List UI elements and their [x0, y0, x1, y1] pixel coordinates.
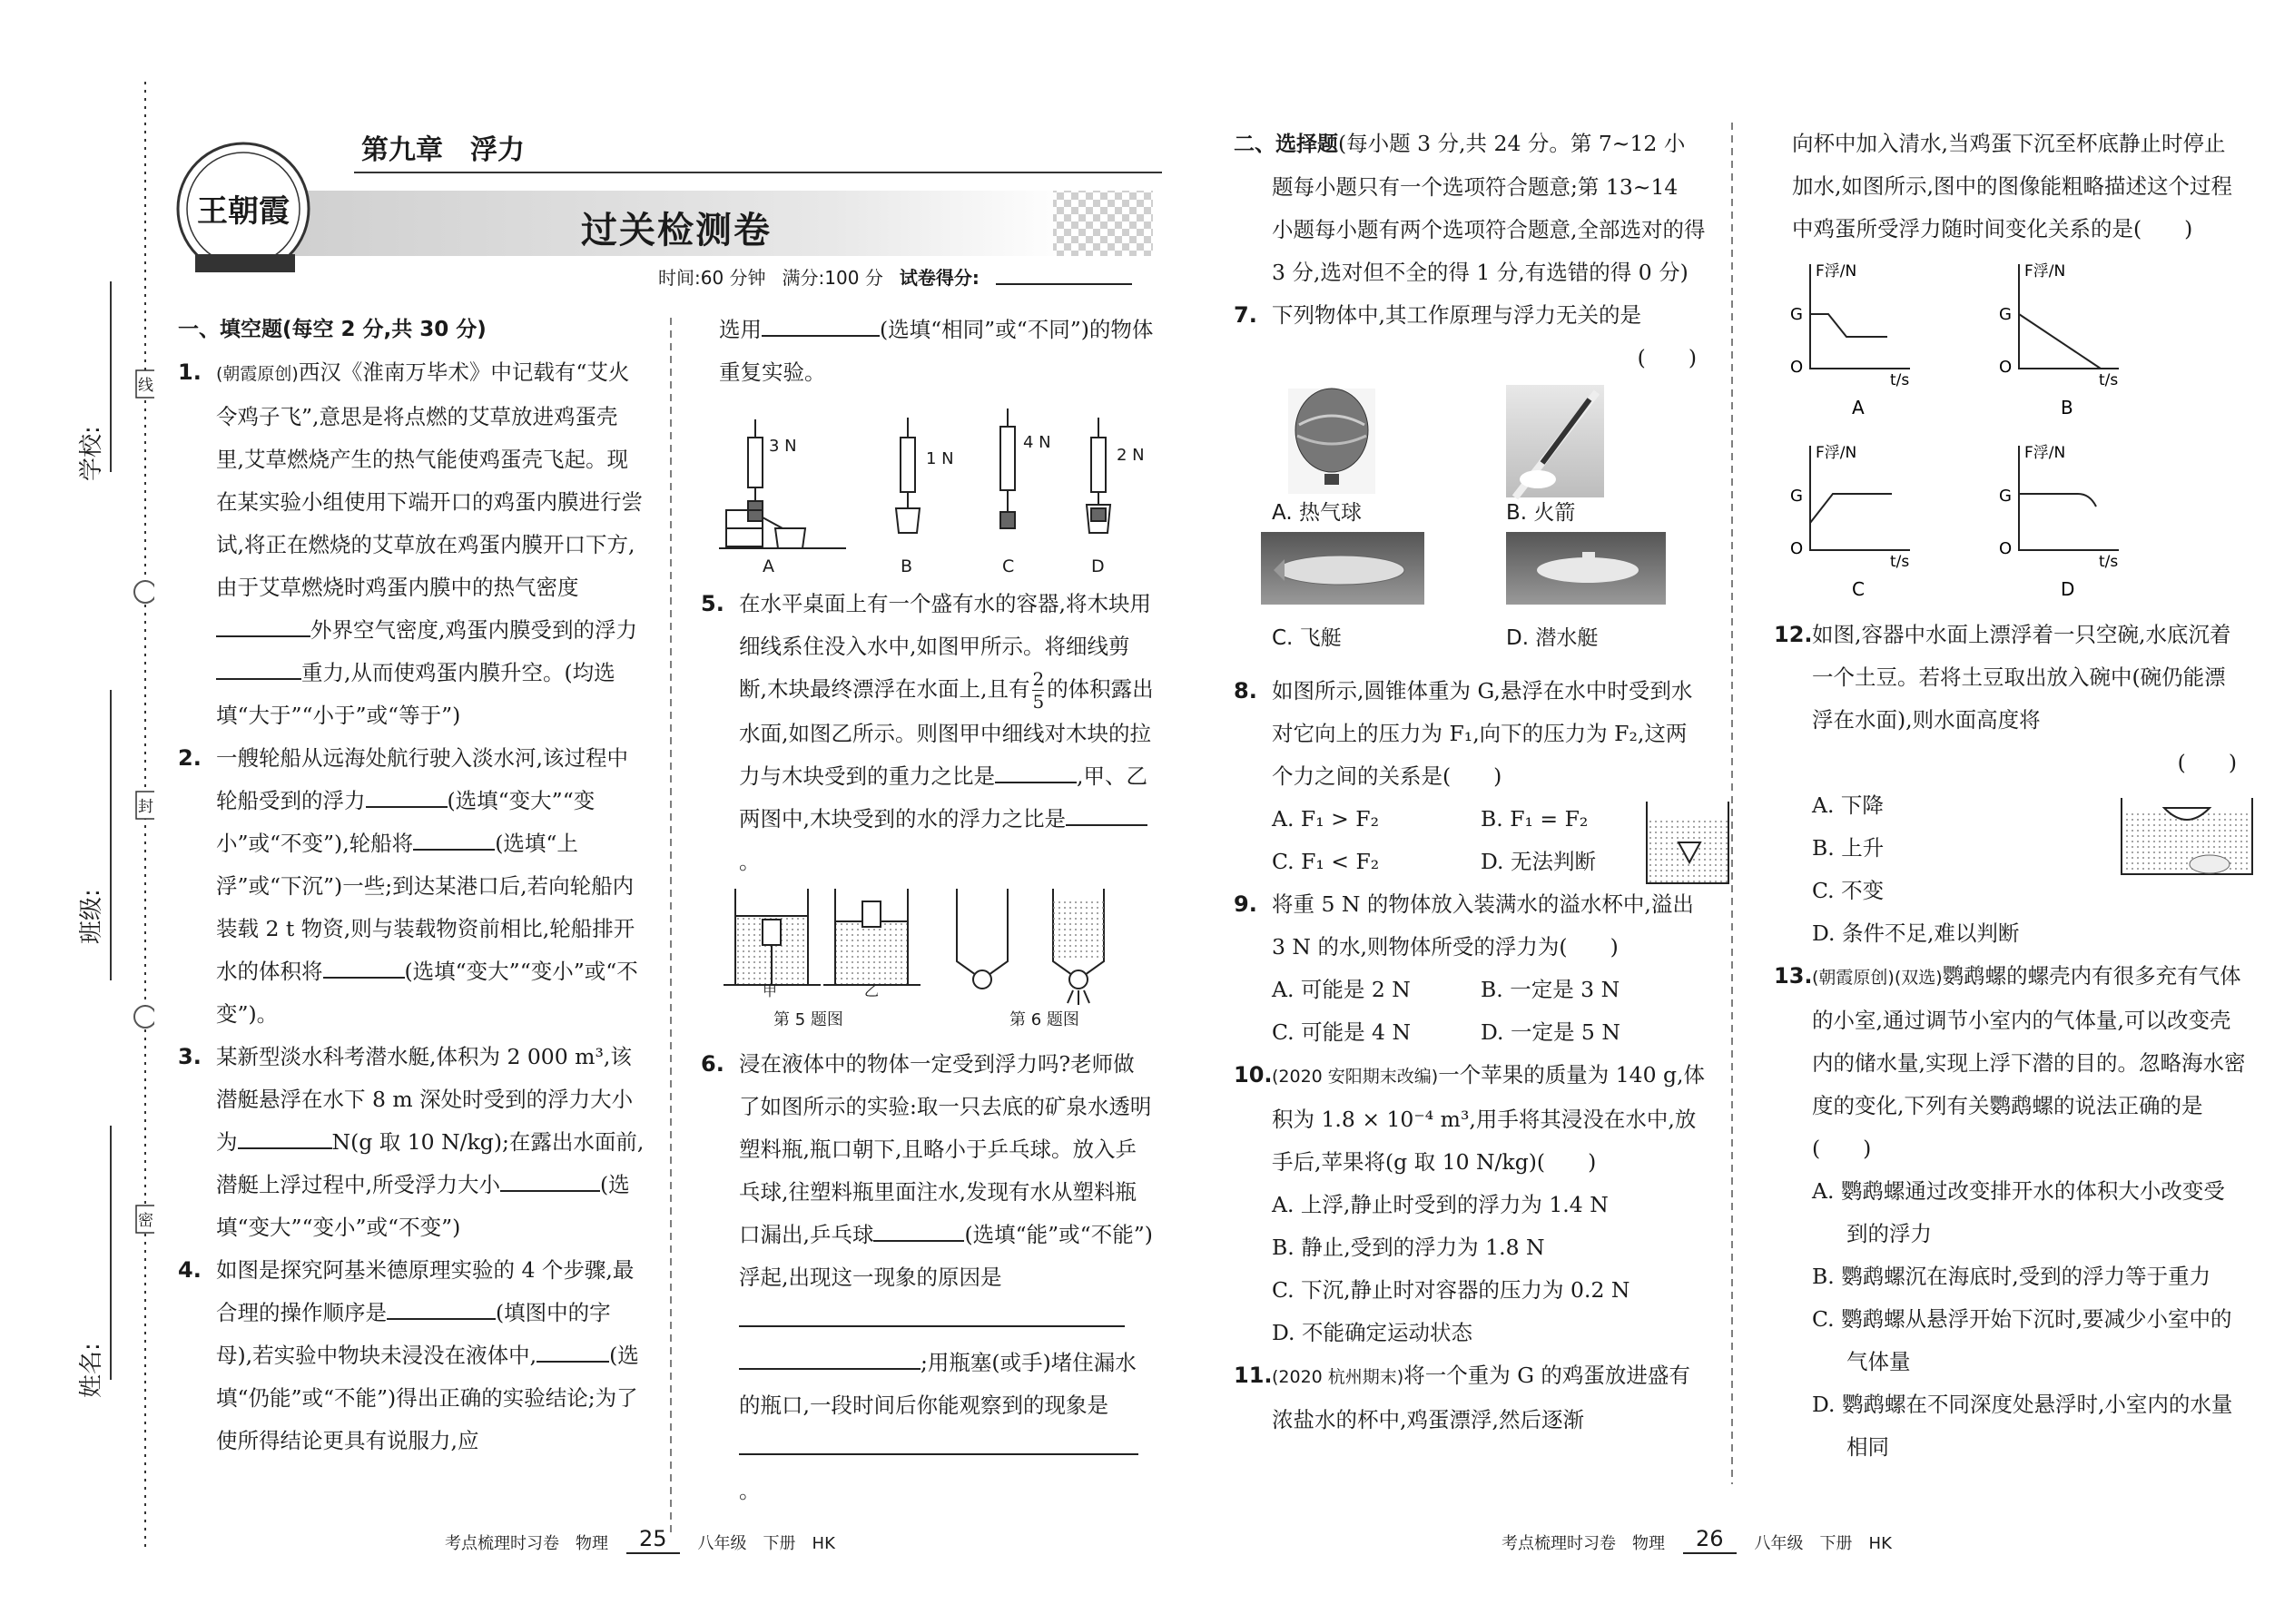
graph-y-label: F浮/N: [1816, 444, 1857, 462]
q1-blank-1[interactable]: [216, 610, 310, 637]
q6-text-3: ;用瓶塞(或手)堵住漏水的瓶口,一段时间后你能观察到的现象是: [739, 1350, 1137, 1418]
fig5-jia: 甲: [763, 982, 778, 999]
page-number-right: 26: [1683, 1525, 1737, 1554]
q3-blank-2[interactable]: [500, 1165, 600, 1192]
score-text: 满分:100 分: [782, 267, 883, 289]
graph-y-label: F浮/N: [2024, 262, 2066, 281]
question-13: [1774, 955, 2246, 1469]
q10-text: 一个苹果的质量为 140 g,体积为 1.8 × 10⁻⁴ m³,用手将其浸没在水中,放手后,苹果将(g 取 10 N/kg)( ): [1272, 1062, 1706, 1175]
right-page-left-column: [1234, 123, 1706, 1442]
school-label: 学校:: [78, 426, 105, 481]
q5-frac-num: 2: [1032, 668, 1045, 690]
q6-blank-1[interactable]: [873, 1215, 964, 1242]
fig5-yi: 乙: [864, 982, 880, 999]
q10-source: (2020 安阳期末改编): [1272, 1067, 1439, 1087]
q8-option-a[interactable]: A. F₁ > F₂: [1272, 806, 1379, 832]
graph-origin-label: O: [1790, 539, 1804, 558]
q4-reading-c: 4 N: [1023, 433, 1051, 452]
q6-text-1: 浸在液体中的物体一定受到浮力吗?老师做了如图所示的实验:取一只去底的矿泉水透明塑料瓶,瓶口朝下,且略小于乒乓球。放入乒乓球,往塑料瓶里面注水,发现有水从塑料瓶口漏出,乒乓球: [739, 1051, 1152, 1247]
test-title: 过关检测卷: [581, 210, 772, 251]
question-4: [178, 1249, 645, 1462]
q4-blank-1[interactable]: [387, 1293, 496, 1320]
q7-options: [1234, 379, 1706, 670]
q10-number: 10.: [1234, 1062, 1273, 1088]
graph-a: [1790, 262, 1910, 418]
q5-number: 5.: [701, 591, 724, 616]
q12-text: 如图,容器中水面上漂浮着一只空碗,水底沉着一个土豆。若将土豆取出放入碗中(碗仍能漂浮在水面),则水面高度将: [1812, 622, 2231, 733]
q13-option-d[interactable]: D. 鹦鹉螺在不同深度处悬浮时,小室内的水量相同: [1812, 1392, 2233, 1460]
graph-option-label: B: [2061, 397, 2073, 418]
q4-label-d: D: [1091, 556, 1105, 576]
logo: 王朝霞: [197, 193, 290, 230]
q7-option-c[interactable]: C. 飞艇: [1272, 626, 1342, 650]
q1-blank-2[interactable]: [216, 653, 301, 680]
q9-option-b[interactable]: B. 一定是 3 N: [1481, 977, 1620, 1002]
section-2-desc: (每小题 3 分,共 24 分。第 7~12 小题每小题只有一个选项符合题意;第 13~14 小题每小题有两个选项符合题意,全部选对的得 3 分,选对但不全的得 1 分,有选错的得 0 分): [1272, 131, 1706, 285]
question-12: [1774, 614, 2246, 955]
q12-number: 12.: [1774, 622, 1813, 647]
q3-text-3: (选填“变大”“变小”或“不变”): [216, 1172, 630, 1240]
question-11: [1234, 1354, 1706, 1442]
q3-number: 3.: [178, 1044, 202, 1069]
graph-option-label: A: [1852, 397, 1865, 418]
q13-option-b[interactable]: B. 鹦鹉螺沉在海底时,受到的浮力等于重力: [1812, 1264, 2211, 1289]
graph-c: [1790, 444, 1910, 600]
q8-options-row-2: [1272, 841, 1706, 883]
graph-d: [1999, 444, 2119, 600]
left-column: [178, 309, 645, 1462]
q5-text-4: 。: [739, 849, 761, 874]
name-label: 姓名:: [78, 1343, 105, 1398]
q4-blank-2[interactable]: [537, 1335, 609, 1363]
left-page-right-column: [701, 309, 1155, 1512]
q9-text: 将重 5 N 的物体放入装满水的溢水杯中,溢出 3 N 的水,则物体所受的浮力为( ): [1272, 891, 1694, 960]
q9-options-row-1: [1272, 969, 1706, 1011]
graph-g-label: G: [1790, 487, 1803, 506]
q2-blank-3[interactable]: [323, 951, 405, 979]
q7-answer-paren[interactable]: ( ): [1637, 345, 1697, 370]
q11-graphs-svg: [1774, 251, 2228, 614]
fig5-caption: 第 5 题图: [773, 1010, 843, 1029]
q4-number: 4.: [178, 1257, 202, 1283]
q13-option-c[interactable]: C. 鹦鹉螺从悬浮开始下沉时,要减少小室中的气体量: [1812, 1306, 2232, 1374]
q7-number: 7.: [1234, 302, 1257, 328]
q4-cont-text-1: 选用: [719, 317, 762, 342]
q11-source: (2020 杭州期末): [1272, 1367, 1404, 1387]
q8-text: 如图所示,圆锥体重为 G,悬浮在水中时受到水对它向上的压力为 F₁,向下的压力为 F₂,这两个力之间的关系是( ): [1272, 678, 1693, 789]
paper-score-label: 试卷得分:: [899, 267, 980, 289]
right-page: [1147, 0, 2294, 1624]
q4-text-2: (填图中的字母),若实验中物块未浸没在液体中,: [216, 1300, 611, 1368]
q3-text-1: 某新型淡水科考潜水艇,体积为 2 000 m³,该潜艇悬浮在水下 8 m 深处时受到的浮力大小为: [216, 1044, 634, 1155]
q6-text-2: (选填“能”或“不能”)浮起,出现这一现象的原因是: [739, 1222, 1153, 1290]
q4-label-b: B: [901, 556, 913, 576]
q12-option-a[interactable]: A. 下降: [1812, 792, 1884, 818]
column-divider: [667, 318, 676, 1534]
q6-text-4: 。: [739, 1478, 761, 1503]
graph-curve: [1810, 314, 1887, 337]
q9-option-d[interactable]: D. 一定是 5 N: [1481, 1019, 1620, 1045]
fig6-caption: 第 6 题图: [1009, 1010, 1079, 1029]
q3-blank-1[interactable]: [238, 1122, 332, 1149]
q9-option-a[interactable]: A. 可能是 2 N: [1272, 977, 1411, 1002]
q4-reading-a: 3 N: [769, 437, 797, 456]
question-5: [701, 583, 1155, 883]
footer-book: 考点梳理时习卷 物理: [445, 1534, 608, 1553]
q6-blank-3[interactable]: [739, 1428, 1138, 1455]
q11-continuation: 向杯中加入清水,当鸡蛋下沉至杯底静止时停止加水,如图所示,图中的图像能粗略描述这个过程中鸡蛋所受浮力随时间变化关系的是( ): [1792, 131, 2232, 241]
q5-fraction: [1032, 668, 1044, 713]
q4-label-a: A: [763, 556, 774, 576]
q8-option-c[interactable]: C. F₁ < F₂: [1272, 849, 1380, 874]
question-2: [178, 737, 645, 1036]
q2-text-1: 一艘轮船从远海处航行驶入淡水河,该过程中轮船受到的浮力: [216, 745, 628, 813]
graph-y-label: F浮/N: [1816, 262, 1857, 281]
graph-curve: [2019, 314, 2101, 369]
class-label: 班级:: [78, 889, 105, 944]
graph-curve: [1810, 494, 1892, 523]
q4-figure-svg: [719, 401, 1146, 556]
graph-x-label: t/s: [2099, 553, 2119, 571]
fig-5-6: [719, 889, 1146, 1043]
q2-text-3: (选填“上浮”或“下沉”)一些;到达某港口后,若向轮船内装载 2 t 物资,则与装载物资前相比,轮船排开水的体积将: [216, 831, 635, 984]
q10-option-d[interactable]: D. 不能确定运动状态: [1272, 1320, 1472, 1345]
q5-blank-2[interactable]: [1066, 799, 1147, 826]
q5-blank-1[interactable]: [995, 756, 1077, 783]
q4-reading-b: 1 N: [926, 449, 954, 468]
question-8: [1234, 670, 1706, 883]
question-1: [178, 351, 645, 737]
question-9: [1234, 883, 1706, 1054]
q4-text-1: 如图是探究阿基米德原理实验的 4 个步骤,最合理的操作顺序是: [216, 1257, 635, 1325]
question-6: [701, 1043, 1155, 1512]
question-3: [178, 1036, 645, 1249]
footer-left: [445, 1525, 835, 1554]
q7-option-d[interactable]: D. 潜水艇: [1506, 626, 1599, 650]
q2-blank-1[interactable]: [366, 781, 448, 808]
q4-label-c: C: [1002, 556, 1015, 576]
q1-source: (朝霞原创): [216, 364, 299, 384]
q2-text-2: (选填“变大”“变小”或“不变”),轮船将: [216, 788, 596, 856]
q12-option-b[interactable]: B. 上升: [1812, 835, 1885, 861]
q1-text-1: 西汉《淮南万毕术》中记载有“艾火令鸡子飞”,意思是将点燃的艾草放进鸡蛋壳里,艾草燃烧产生的热气能使鸡蛋壳飞起。现在某实验小组使用下端开口的鸡蛋内膜进行尝试,将正在燃烧的艾草放在鸡蛋内膜开口下方,由于艾草燃烧时鸡蛋内膜中的热气密度: [216, 359, 643, 600]
q6-number: 6.: [701, 1051, 724, 1077]
graph-g-label: G: [1790, 305, 1803, 324]
q3-text-2: N(g 取 10 N/kg);在露出水面前,潜艇上浮过程中,所受浮力大小: [216, 1129, 645, 1197]
q6-blank-2b[interactable]: [739, 1343, 921, 1370]
q8-options-row-1: [1272, 798, 1706, 841]
footer-grade: 八年级 下册 HK: [697, 1534, 835, 1553]
q9-number: 9.: [1234, 891, 1257, 917]
q9-options-row-2: [1272, 1011, 1706, 1054]
graph-x-label: t/s: [2099, 371, 2119, 389]
graph-g-label: G: [1999, 487, 2012, 506]
page-number: 25: [626, 1525, 680, 1554]
graph-option-label: C: [1852, 578, 1865, 600]
q8-option-b[interactable]: B. F₁ = F₂: [1481, 806, 1589, 832]
q2-number: 2.: [178, 745, 202, 771]
q13-source: (朝霞原创)(双选): [1812, 968, 1943, 988]
q12-figure-svg: [2119, 795, 2255, 877]
q2-blank-2[interactable]: [413, 823, 495, 851]
q7-option-b[interactable]: B. 火箭: [1506, 501, 1576, 525]
graph-origin-label: O: [1999, 358, 2013, 377]
graph-option-label: D: [2061, 578, 2075, 600]
q4-text-3: (选填“仍能”或“不能”)得出正确的实验结论;为了使所得结论更具有说服力,应: [216, 1343, 639, 1453]
q1-text-2: 外界空气密度,鸡蛋内膜受到的浮力: [310, 617, 637, 643]
footer-grade-right: 八年级 下册 HK: [1754, 1534, 1892, 1553]
q8-figure-svg: [1642, 797, 1733, 888]
q11-number: 11.: [1234, 1363, 1273, 1388]
q12-answer-paren[interactable]: ( ): [2177, 750, 2237, 775]
q4-continuation: [719, 309, 1155, 394]
q10-option-b[interactable]: B. 静止,受到的浮力为 1.8 N: [1272, 1235, 1545, 1260]
graph-b: [1999, 262, 2119, 418]
q4-cont-text-2: (选填“相同”或“不同”)的物体重复实验。: [719, 317, 1154, 385]
q13-text: 鹦鹉螺的螺壳内有很多充有气体的小室,通过调节小室内的气体量,可以改变壳内的储水量,实现上浮下潜的目的。忽略海水密度的变化,下列有关鹦鹉螺的说法正确的是( ): [1812, 963, 2246, 1161]
seal-mark-feng: 封: [138, 798, 153, 816]
graph-y-label: F浮/N: [2024, 444, 2066, 462]
q12-option-c[interactable]: C. 不变: [1812, 878, 1885, 903]
q4-figure: [719, 401, 1146, 583]
fig-5-6-svg: [719, 889, 1146, 1007]
q5-frac-den: 5: [1032, 691, 1045, 713]
graph-x-label: t/s: [1890, 371, 1910, 389]
question-7: [1234, 294, 1706, 379]
q7-option-a[interactable]: A. 热气球: [1272, 501, 1362, 525]
footer-right: [1501, 1525, 1892, 1554]
graph-origin-label: O: [1999, 539, 2013, 558]
section-1-title: 一、填空题(每空 2 分,共 30 分): [178, 318, 487, 341]
q5-text-1: 在水平桌面上有一个盛有水的容器,将木块用细线系住没入水中,如图甲所示。将细线剪断,木块最终漂浮在水面上,且有: [739, 591, 1151, 702]
time-text: 时间:60 分钟: [658, 267, 766, 289]
q6-blank-2[interactable]: [739, 1300, 1125, 1327]
binding-margin: [0, 0, 154, 1624]
question-10: [1234, 1054, 1706, 1354]
q8-number: 8.: [1234, 678, 1257, 704]
q11-graphs: [1774, 251, 2228, 614]
graph-g-label: G: [1999, 305, 2012, 324]
chapter-title: 第九章 浮力: [361, 134, 525, 166]
header: [163, 127, 1162, 272]
graph-x-label: t/s: [1890, 553, 1910, 571]
footer-book-right: 考点梳理时习卷 物理: [1501, 1534, 1665, 1553]
seal-mark-xian: 线: [138, 377, 153, 395]
q11-text: 将一个重为 G 的鸡蛋放进盛有浓盐水的杯中,鸡蛋漂浮,然后逐渐: [1272, 1363, 1690, 1432]
q9-option-c[interactable]: C. 可能是 4 N: [1272, 1019, 1412, 1045]
q10-option-a[interactable]: A. 上浮,静止时受到的浮力为 1.4 N: [1272, 1192, 1609, 1217]
q7-text: 下列物体中,其工作原理与浮力无关的是: [1272, 302, 1641, 328]
q5-text-3: ,甲、乙两图中,木块受到的水的浮力之比是: [739, 763, 1147, 832]
graph-curve: [2019, 494, 2096, 507]
q12-option-d[interactable]: D. 条件不足,难以判断: [1812, 920, 2020, 946]
q10-option-c[interactable]: C. 下沉,静止时对容器的压力为 0.2 N: [1272, 1277, 1630, 1303]
section-2: [1234, 123, 1706, 294]
seal-mark-mi: 密: [138, 1212, 153, 1230]
graph-origin-label: O: [1790, 358, 1804, 377]
meta-line: [658, 263, 1132, 290]
section-2-title: 二、选择题: [1234, 133, 1338, 156]
q4-blank-3[interactable]: [762, 310, 880, 337]
q4-reading-d: 2 N: [1117, 446, 1145, 465]
q1-text-3: 重力,从而使鸡蛋内膜升空。(均选填“大于”“小于”或“等于”): [216, 660, 615, 728]
paper-score-blank[interactable]: [996, 263, 1132, 285]
q1-number: 1.: [178, 359, 202, 385]
q5-text-2: 的体积露出水面,如图乙所示。则图甲中细线对木块的拉力与木块受到的重力之比是: [739, 676, 1154, 789]
right-page-right-column: [1774, 123, 2246, 1469]
q13-number: 13.: [1774, 963, 1813, 989]
q13-option-a[interactable]: A. 鹦鹉螺通过改变排开水的体积大小改变受到的浮力: [1812, 1178, 2225, 1246]
q2-text-4: (选填“变大”“变小”或“不变”)。: [216, 959, 638, 1027]
q8-option-d[interactable]: D. 无法判断: [1481, 849, 1596, 874]
